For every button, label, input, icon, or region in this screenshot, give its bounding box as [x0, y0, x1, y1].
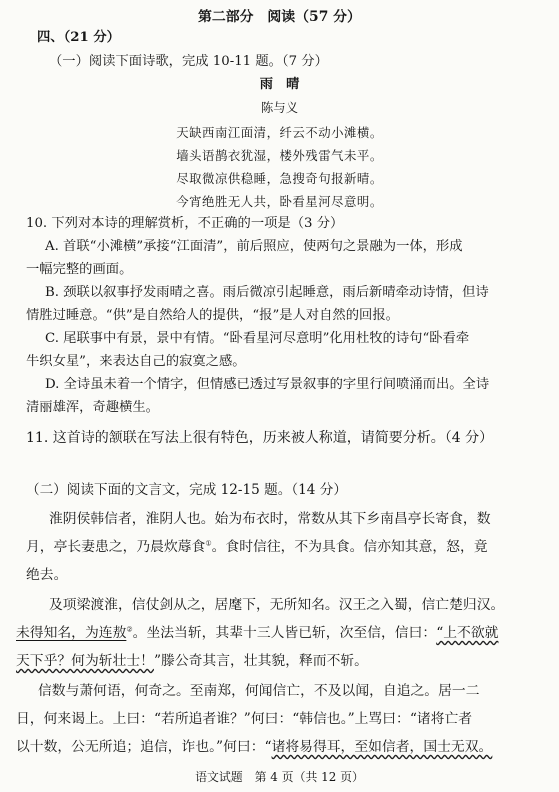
- passage-line: [16, 652, 368, 670]
- passage-text: ”滕公奇其言，壮其貌，释而不斩。: [153, 653, 368, 669]
- marked-text: “上不欲就: [436, 625, 499, 641]
- passage-line: 及项梁渡淮，信仗剑从之，居麾下，无所知名。汉王之入蜀，信亡楚归汉。: [49, 597, 505, 613]
- q10-option-b-cont: 情胜过睡意。“供”是自然给人的提供，“报”是人对自然的回报。: [26, 308, 399, 323]
- q10-option-b: B. 颈联以叙事抒发雨晴之喜。雨后微凉引起睡意，雨后新晴牵动诗情，但诗: [45, 285, 489, 300]
- part2-heading: （二）阅读下面的文言文，完成 12-15 题。（14 分）: [26, 482, 347, 498]
- question-10-stem: 10. 下列对本诗的理解赏析，不正确的一项是（3 分）: [26, 216, 344, 231]
- q10-option-a-cont: 一幅完整的画面。: [26, 262, 133, 277]
- passage-line: 信数与萧何语，何奇之。至南郑，何闻信亡，不及以闻，自追之。居一二: [38, 683, 480, 699]
- poem-line: 墙头语鹊衣犹湿，楼外残雷气未平。: [176, 148, 383, 163]
- q10-option-d-cont: 清丽雄浑，奇趣横生。: [26, 400, 159, 415]
- footnote-marker: ②: [126, 625, 133, 634]
- question-11: 11. 这首诗的颔联在写法上很有特色，历来被人称道，请简要分析。（4 分）: [26, 430, 494, 446]
- section-title: 第二部分 阅读（57 分）: [198, 9, 361, 25]
- page-footer: 语文试题 第 4 页（共 12 页）: [195, 770, 364, 784]
- q10-option-c: C. 尾联事中有景，景中有情。“卧看星河尽意明”化用杜牧的诗句“卧看牵: [45, 331, 470, 346]
- passage-text: 。坐法当斩，其辈十三人皆已斩，次至信，信曰：: [132, 625, 437, 641]
- marked-text: 天下乎？何为斩壮士！: [16, 653, 154, 669]
- section4-label: 四、（21 分）: [37, 30, 120, 45]
- poem-line: 今宵绝胜无人共，卧看星河尽意明。: [176, 194, 383, 209]
- q10-option-a: A. 首联“小滩横”承接“江面清”，前后照应，使两句之景融为一体，形成: [45, 239, 463, 254]
- passage-text: 月，亭长妻患之，乃晨炊蓐食: [26, 539, 206, 555]
- passage-text: 。食时信往，不为具食。信亦知其意，怒，竟: [211, 539, 488, 555]
- footnote-marker: ①: [205, 539, 212, 548]
- passage-line: 淮阴侯韩信者，淮阴人也。始为布衣时，常数从其下乡南昌亭长寄食，数: [49, 511, 491, 527]
- passage-line: 绝去。: [26, 567, 68, 583]
- poem-title: 雨 晴: [259, 77, 300, 92]
- passage-line: [26, 538, 488, 556]
- q10-option-d: D. 全诗虽未着一个情字，但情感已透过写景叙事的字里行间喷涌而出。全诗: [45, 377, 490, 392]
- passage-text: 未得知名，为连敖: [16, 625, 127, 641]
- passage-line: [16, 738, 492, 756]
- part1-heading: （一）阅读下面诗歌，完成 10-11 题。（7 分）: [49, 54, 328, 69]
- poem-author: 陈与义: [260, 100, 299, 115]
- poem-line: 天缺西南江面清，纤云不动小滩横。: [176, 125, 383, 140]
- passage-line: 日，何来谒上。上曰：“若所追者谁？”何曰：“韩信也。”上骂曰：“诸将亡者: [16, 711, 473, 727]
- passage-text: 以十数，公无所追；追信，诈也。”何曰：“: [16, 739, 272, 755]
- poem-line: 尽取微凉供稳睡，急搜奇句报新晴。: [176, 171, 383, 186]
- passage-line: [16, 624, 498, 642]
- marked-text: 诸将易得耳，至如信者，国士无双。: [271, 739, 493, 755]
- q10-option-c-cont: 牛织女星”，来表达自己的寂寞之感。: [26, 354, 246, 369]
